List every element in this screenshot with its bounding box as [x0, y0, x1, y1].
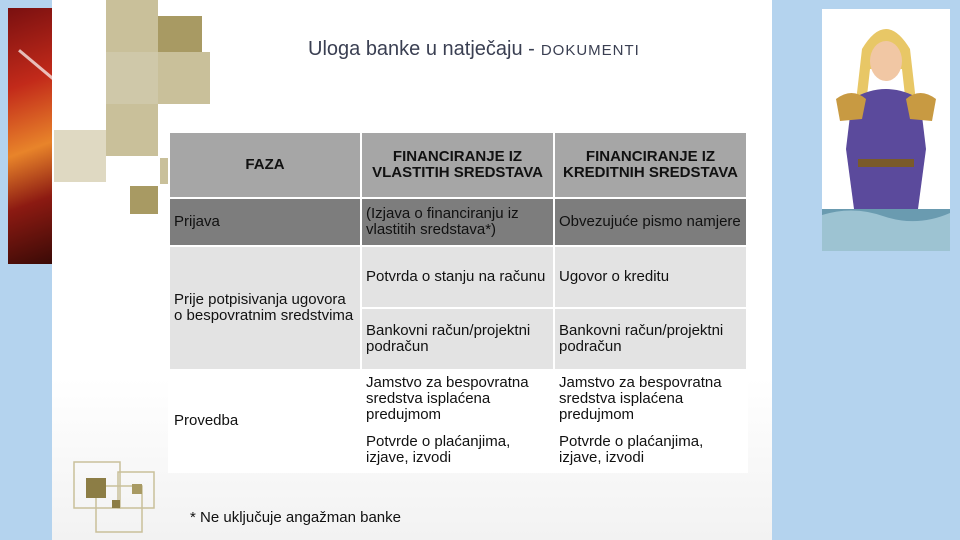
slide-title: [308, 38, 640, 61]
deco-square: [158, 52, 210, 104]
deco-square: [158, 16, 202, 52]
phase-cell: Prijava: [169, 198, 361, 246]
title-main: Uloga banke u natječaju -: [308, 38, 535, 60]
deco-square: [130, 186, 158, 214]
own-funds-cell: Potvrda o stanju na računu: [361, 246, 554, 308]
credit-funds-cell: Bankovni račun/projektni podračun: [554, 308, 747, 370]
credit-funds-cell: Ugovor o kreditu: [554, 246, 747, 308]
deco-square: [106, 52, 158, 104]
right-illustration: [822, 9, 950, 251]
credit-funds-cell: Potvrde o plaćanjima, izjave, izvodi: [554, 428, 747, 472]
phase-cell: Prije potpisivanja ugovora o bespovratnim sredstvima: [169, 246, 361, 370]
table-row: [169, 370, 747, 428]
deco-square: [106, 104, 158, 156]
corner-logo: [72, 460, 156, 534]
header-faza: FAZA: [169, 132, 361, 198]
heroine-illustration-icon: [822, 9, 950, 251]
credit-funds-cell: Obvezujuće pismo namjere: [554, 198, 747, 246]
title-subtitle: DOKUMENTI: [540, 42, 640, 59]
deco-square: [54, 130, 106, 182]
footnote: * Ne uključuje angažman banke: [190, 509, 401, 526]
documents-table: [168, 131, 748, 473]
deco-square: [106, 0, 158, 52]
left-illustration: [8, 8, 52, 264]
own-funds-cell: Jamstvo za bespovratna sredstva isplaćena predujmom: [361, 370, 554, 428]
phase-cell: Provedba: [169, 370, 361, 472]
credit-funds-cell: Jamstvo za bespovratna sredstva isplaćena predujmom: [554, 370, 747, 428]
own-funds-cell: Bankovni račun/projektni podračun: [361, 308, 554, 370]
table-row: [169, 246, 747, 308]
table-header-row: [169, 132, 747, 198]
header-credit-funds: FINANCIRANJE IZ KREDITNIH SREDSTAVA: [554, 132, 747, 198]
own-funds-cell: Potvrde o plaćanjima, izjave, izvodi: [361, 428, 554, 472]
own-funds-cell: (Izjava o financiranju iz vlastitih sredstava*): [361, 198, 554, 246]
header-own-funds: FINANCIRANJE IZ VLASTITIH SREDSTAVA: [361, 132, 554, 198]
table-row: [169, 198, 747, 246]
